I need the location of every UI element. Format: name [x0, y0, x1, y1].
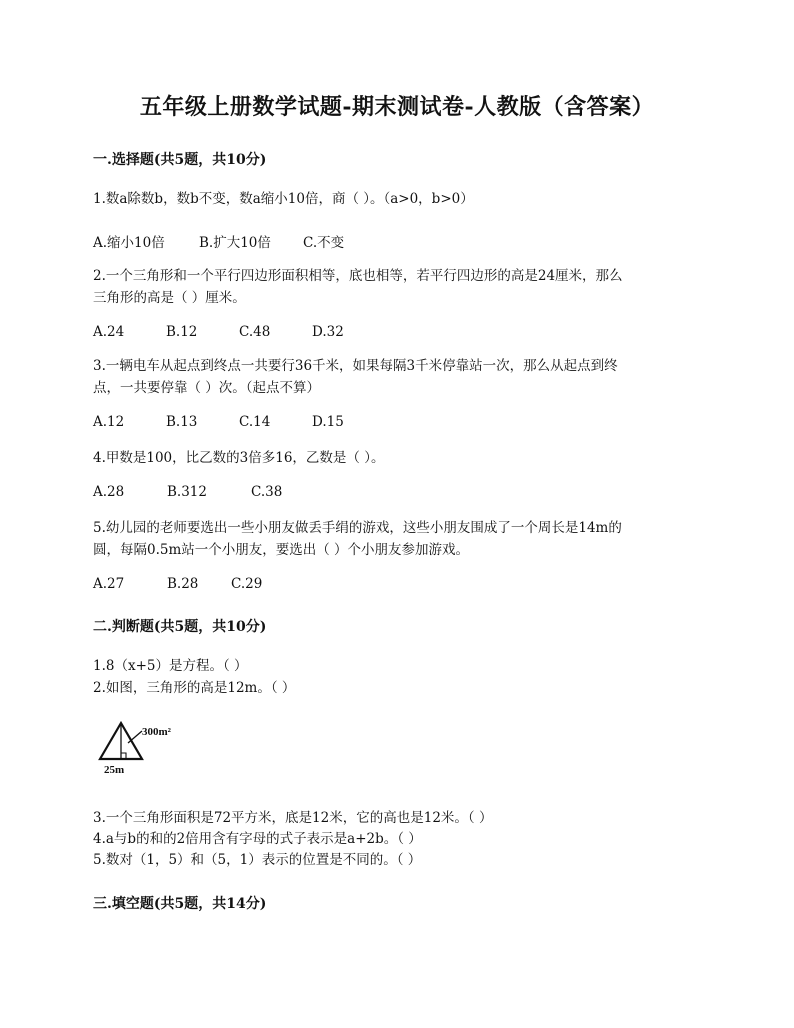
- judge-question-4: 4.a与b的和的2倍用含有字母的式子表示是a+2b。（ ）: [93, 831, 422, 847]
- area-label: 300m²: [142, 726, 171, 738]
- option-c: C.14: [239, 414, 271, 430]
- option-c: C.29: [231, 576, 263, 592]
- question-3-options: [93, 414, 344, 430]
- question-2-text-line1: 2.一个三角形和一个平行四边形面积相等，底也相等，若平行四边形的高是24厘米，那么: [93, 268, 623, 284]
- triangle-figure: [98, 715, 188, 777]
- question-5-text-line2: 圆，每隔0.5m站一个小朋友，要选出（ ）个小朋友参加游戏。: [93, 542, 470, 558]
- question-5-options: [93, 576, 262, 592]
- question-4-options: [93, 484, 282, 500]
- judge-question-3: 3.一个三角形面积是72平方米，底是12米，它的高也是12米。（ ）: [93, 810, 493, 826]
- question-2-options: [93, 324, 344, 340]
- option-d: D.15: [312, 414, 344, 430]
- judge-question-1: 1.8（x+5）是方程。（ ）: [93, 658, 248, 674]
- option-c: C.不变: [303, 235, 345, 251]
- section-heading-choice: 一.选择题(共5题，共10分): [93, 152, 267, 168]
- option-b: B.28: [167, 576, 199, 592]
- option-b: B.312: [167, 484, 207, 500]
- option-a: A.缩小10倍: [93, 235, 165, 251]
- judge-question-2: 2.如图，三角形的高是12m。（ ）: [93, 680, 296, 696]
- triangle-diagram: [98, 715, 188, 777]
- page-title: 五年级上册数学试题-期末测试卷-人教版（含答案）: [139, 94, 655, 120]
- question-5-text-line1: 5.幼儿园的老师要选出一些小朋友做丢手绢的游戏，这些小朋友围成了一个周长是14m的: [93, 520, 622, 536]
- question-4-text: 4.甲数是100，比乙数的3倍多16，乙数是（ ）。: [93, 450, 385, 466]
- option-a: A.24: [93, 324, 125, 340]
- question-3-text-line2: 点，一共要停靠（ ）次。（起点不算）: [93, 380, 321, 396]
- option-c: C.38: [251, 484, 283, 500]
- base-label: 25m: [104, 764, 125, 776]
- option-b: B.13: [166, 414, 198, 430]
- judge-question-5: 5.数对（1，5）和（5，1）表示的位置是不同的。（ ）: [93, 852, 422, 868]
- option-c: C.48: [239, 324, 271, 340]
- option-a: A.12: [93, 414, 125, 430]
- section-heading-judgement: 二.判断题(共5题，共10分): [93, 619, 267, 635]
- section-heading-fill-blank: 三.填空题(共5题，共14分): [93, 896, 267, 912]
- question-3-text-line1: 3.一辆电车从起点到终点一共要行36千米，如果每隔3千米停靠站一次，那么从起点到终: [93, 358, 618, 374]
- option-a: A.27: [93, 576, 125, 592]
- question-2-text-line2: 三角形的高是（ ）厘米。: [93, 290, 246, 306]
- question-1-text: 1.数a除数b，数b不变，数a缩小10倍，商（ ）。（a>0，b>0）: [93, 191, 474, 207]
- option-b: B.扩大10倍: [199, 235, 271, 251]
- option-d: D.32: [312, 324, 344, 340]
- option-a: A.28: [93, 484, 125, 500]
- option-b: B.12: [166, 324, 198, 340]
- question-1-options: [93, 231, 344, 251]
